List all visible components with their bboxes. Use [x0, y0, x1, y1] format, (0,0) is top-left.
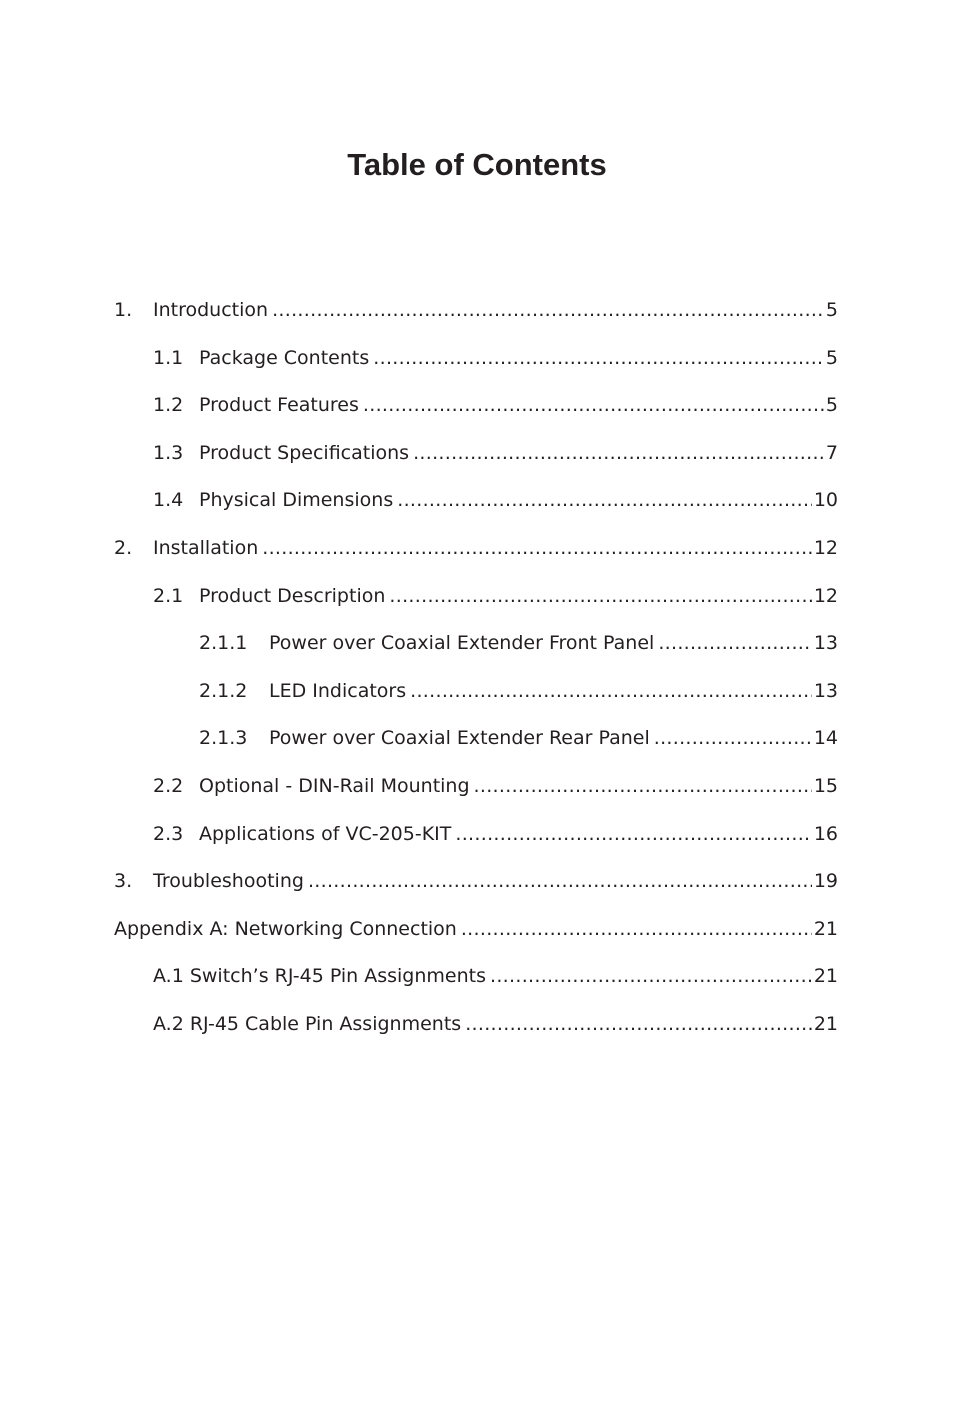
toc-entry-number: 2.2	[153, 774, 184, 797]
toc-entry-page: 14	[813, 727, 838, 750]
toc-entry-page: 21	[813, 965, 838, 988]
toc-entry-page: 13	[813, 632, 838, 655]
toc-entry-product-specifications[interactable]	[114, 438, 838, 486]
toc-entry-label: A.1 Switch’s RJ-45 Pin Assignments	[153, 965, 486, 988]
toc-entry-label: Product Specifications	[199, 441, 410, 464]
dot-leader	[308, 866, 812, 896]
toc-entry-label: Power over Coaxial Extender Front Panel	[269, 632, 655, 655]
toc-entry-number: 1.2	[153, 394, 184, 417]
toc-entry-number: 1.3	[153, 441, 184, 464]
toc-entry-page: 7	[825, 441, 838, 464]
toc-entry-cable-pin-assignments[interactable]	[114, 1009, 838, 1057]
toc-entry-page: 13	[813, 679, 838, 702]
toc-entry-number: 2.1.2	[199, 679, 248, 702]
toc-entry-label: Troubleshooting	[153, 870, 304, 893]
dot-leader	[455, 819, 811, 849]
toc-entry-package-contents[interactable]	[114, 343, 838, 391]
toc-entry-page: 10	[813, 489, 838, 512]
toc-entry-rear-panel[interactable]	[114, 723, 838, 771]
toc-entry-number: 2.1	[153, 584, 184, 607]
dot-leader	[410, 676, 812, 706]
dot-leader	[397, 485, 812, 515]
toc-entry-page: 5	[825, 346, 838, 369]
toc-entry-page: 21	[813, 1012, 838, 1035]
toc-entry-product-description[interactable]	[114, 581, 838, 629]
toc-entry-front-panel[interactable]	[114, 628, 838, 676]
toc-entry-label: A.2 RJ-45 Cable Pin Assignments	[153, 1012, 462, 1035]
dot-leader	[272, 295, 824, 325]
toc-entry-number: 2.1.3	[199, 727, 248, 750]
dot-leader	[389, 581, 811, 611]
toc-entry-label: Appendix A: Networking Connection	[114, 917, 457, 940]
dot-leader	[490, 961, 812, 991]
toc-entry-label: Installation	[153, 536, 259, 559]
toc-entry-label: Optional - DIN-Rail Mounting	[199, 774, 470, 797]
toc-entry-number: 1.	[114, 299, 133, 321]
toc-entry-page: 15	[813, 774, 838, 797]
toc-entry-introduction[interactable]	[114, 295, 838, 343]
toc-entry-label: Introduction	[153, 299, 269, 321]
toc-entry-page: 5	[825, 299, 838, 321]
toc-entry-page: 21	[813, 917, 838, 940]
toc-entry-label: Applications of VC-205-KIT	[199, 822, 452, 845]
toc-entry-number: 1.1	[153, 346, 184, 369]
toc-entry-product-features[interactable]	[114, 390, 838, 438]
dot-leader	[474, 771, 812, 801]
toc-entry-page: 16	[813, 822, 838, 845]
toc-entry-number: 2.	[114, 536, 133, 559]
toc-entry-label: Power over Coaxial Extender Rear Panel	[269, 727, 650, 750]
toc-entry-number: 1.4	[153, 489, 184, 512]
toc-entry-physical-dimensions[interactable]	[114, 485, 838, 533]
toc-entry-led-indicators[interactable]	[114, 676, 838, 724]
toc-list	[114, 295, 838, 1057]
dot-leader	[373, 343, 824, 373]
toc-entry-label: Product Description	[199, 584, 386, 607]
toc-entry-number: 3.	[114, 870, 133, 893]
dot-leader	[262, 533, 812, 563]
toc-entry-applications[interactable]	[114, 819, 838, 867]
toc-entry-number: 2.1.1	[199, 632, 248, 655]
toc-entry-appendix-a[interactable]	[114, 914, 838, 962]
toc-entry-label: Physical Dimensions	[199, 489, 394, 512]
dot-leader	[658, 628, 812, 658]
toc-entry-page: 5	[825, 394, 838, 417]
dot-leader	[413, 438, 824, 468]
toc-entry-page: 12	[813, 584, 838, 607]
toc-entry-din-rail-mounting[interactable]	[114, 771, 838, 819]
toc-entry-troubleshooting[interactable]	[114, 866, 838, 914]
toc-entry-installation[interactable]	[114, 533, 838, 581]
toc-entry-label: LED Indicators	[269, 679, 407, 702]
toc-entry-label: Package Contents	[199, 346, 370, 369]
toc-entry-label: Product Features	[199, 394, 359, 417]
dot-leader	[654, 723, 812, 753]
dot-leader	[461, 914, 812, 944]
toc-entry-number: 2.3	[153, 822, 184, 845]
dot-leader	[465, 1009, 812, 1039]
toc-entry-page: 12	[813, 536, 838, 559]
toc-entry-page: 19	[813, 870, 838, 893]
toc-entry-switch-pin-assignments[interactable]	[114, 961, 838, 1009]
page-title: Table of Contents	[347, 147, 607, 182]
dot-leader	[363, 390, 824, 420]
